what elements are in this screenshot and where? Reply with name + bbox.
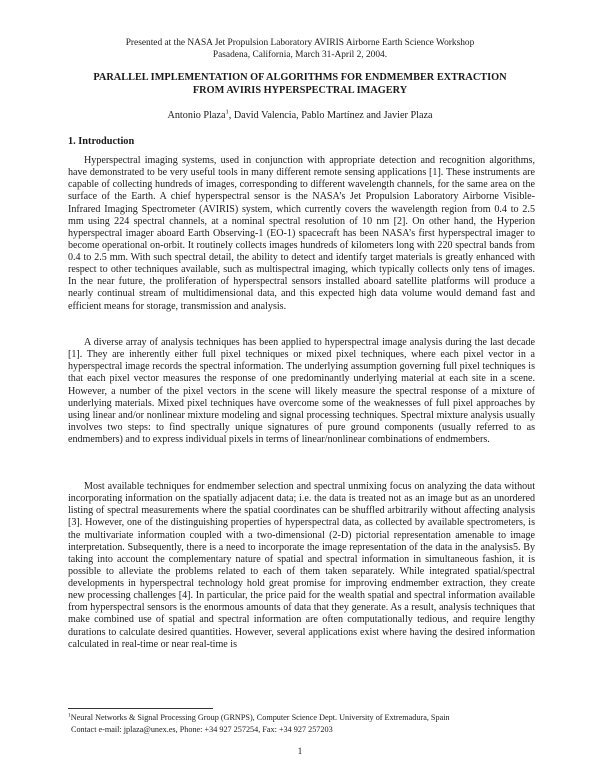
introduction-paragraph-2: A diverse array of analysis techniques has been applied to hyperspectral image analysis during the last decade [1]. They are inherently either full pixel techniques or mixed pixel techniques, where each pixel vector in a hyperspectral image records the spectral information. The underlying assumption governing full pixel techniques is that each pixel vector measures the response of one predominantly underlying material at each site in a scene. However, a number of the pixel vectors in the scene will likely measure the spectral response of a mixture of underlying materials. Mixed pixel techniques have overcome some of the weaknesses of full pixel approaches by using linear and/or nonlinear mixture modeling and signal processing techniques. Spectral mixture analysis usually involves two steps: to find spectrally unique signatures of pure ground components (usually referred to as endmembers) and to express individual pixels in terms of linear/nonlinear combinations of endmembers. [68, 337, 535, 445]
introduction-paragraph-3: Most available techniques for endmember selection and spectral unmixing focus on analyzing the data without incorporating information on the spatially adjacent data; i.e. the data is treated not as an image but as an unordered listing of spectral measurements where the spatial coordinates can be shuffled arbitrarily without affecting analysis [3]. However, one of the distinguishing properties of hyperspectral data, as collected by available spectrometers, is the multivariate information coupled with a two-dimensional (2-D) pictorial representation amenable to image interpretation. Subsequently, there is a need to incorporate the image representation of the data in the analysis5. By taking into account the complementary nature of spatial and spectral information in simultaneous fashion, it is possible to alleviate the problems related to each of them taken separately. While integrated spatial/spectral developments in hyperspectral technology hold great promise for improving endmember extraction, they create new processing challenges [4]. In particular, the price paid for the wealth spatial and spectral information available from hyperspectral sensors is the enormous amounts of data that they generate. As a result, analysis techniques that make combined use of spatial and spectral information are often computationally tedious, and require lengthy durations to calculate desired quantities. However, several applications exist where having the desired information calculated in real-time or near real-time is [68, 481, 535, 650]
introduction-paragraph-1: Hyperspectral imaging systems, used in conjunction with appropriate detection and recognition algorithms, have demonstrated to be very useful tools in many different remote sensing applications [1]. These instruments are capable of collecting hundreds of images, corresponding to different wavelength channels, for the same area on the surface of the Earth. A chief hyperspectral sensor is the NASA’s Jet Propulsion Laboratory Airborne Visible-Infrared Imaging Spectrometer (AVIRIS) system, which currently covers the wavelength region from 0.4 to 2.5 mm using 224 spectral channels, at a nominal spectral resolution of 10 nm [2]. On other hand, the Hyperion hyperspectral imager aboard Earth Observing-1 (EO-1) spacecraft has been NASA’s first hyperspectral imager to become operational on-orbit. It routinely collects images hundreds of kilometers long with 220 spectral bands from 0.4 to 2.5 mm. With such spectral detail, the ability to detect and identify target materials is greatly enhanced with respect to other techniques available, such as multispectral imaging, which typically collects only tens of images. In the near future, the proliferation of hyperspectral sensors installed aboard satellite platforms will produce a nearly continual stream of multidimensional data, and this expected high data volume would demand fast and efficient means for storage, transmission and analysis. [68, 155, 535, 312]
footnote-divider [68, 708, 213, 709]
workshop-header-line-2: Pasadena, California, March 31-April 2, 2004. [212, 50, 388, 60]
footnote-contact: Contact e-mail: jplaza@unex.es, Phone: +34 927 257254, Fax: +34 927 257203 [71, 725, 333, 734]
page-number: 1 [297, 747, 303, 757]
section-heading-introduction: 1. Introduction [68, 136, 135, 147]
workshop-header-line-1: Presented at the NASA Jet Propulsion Laboratory AVIRIS Airborne Earth Science Workshop [125, 38, 475, 48]
paper-title-line-2: FROM AVIRIS HYPERSPECTRAL IMAGERY [192, 85, 408, 96]
footnote-marker: 1 [68, 712, 71, 719]
paper-title-line-1: PARALLEL IMPLEMENTATION OF ALGORITHMS FOR ENDMEMBER EXTRACTION [93, 72, 507, 83]
author-first: Antonio Plaza [167, 110, 226, 121]
author-list [0, 110, 600, 122]
footnote-reference-marker: 1 [225, 108, 229, 116]
author-others: , David Valencia, Pablo Martínez and Javier Plaza [228, 110, 433, 121]
footnote-affiliation-text: Neural Networks & Signal Processing Group (GRNPS), Computer Science Dept. University of Extremadura, Spain [70, 713, 450, 722]
footnote-affiliation [68, 712, 548, 723]
